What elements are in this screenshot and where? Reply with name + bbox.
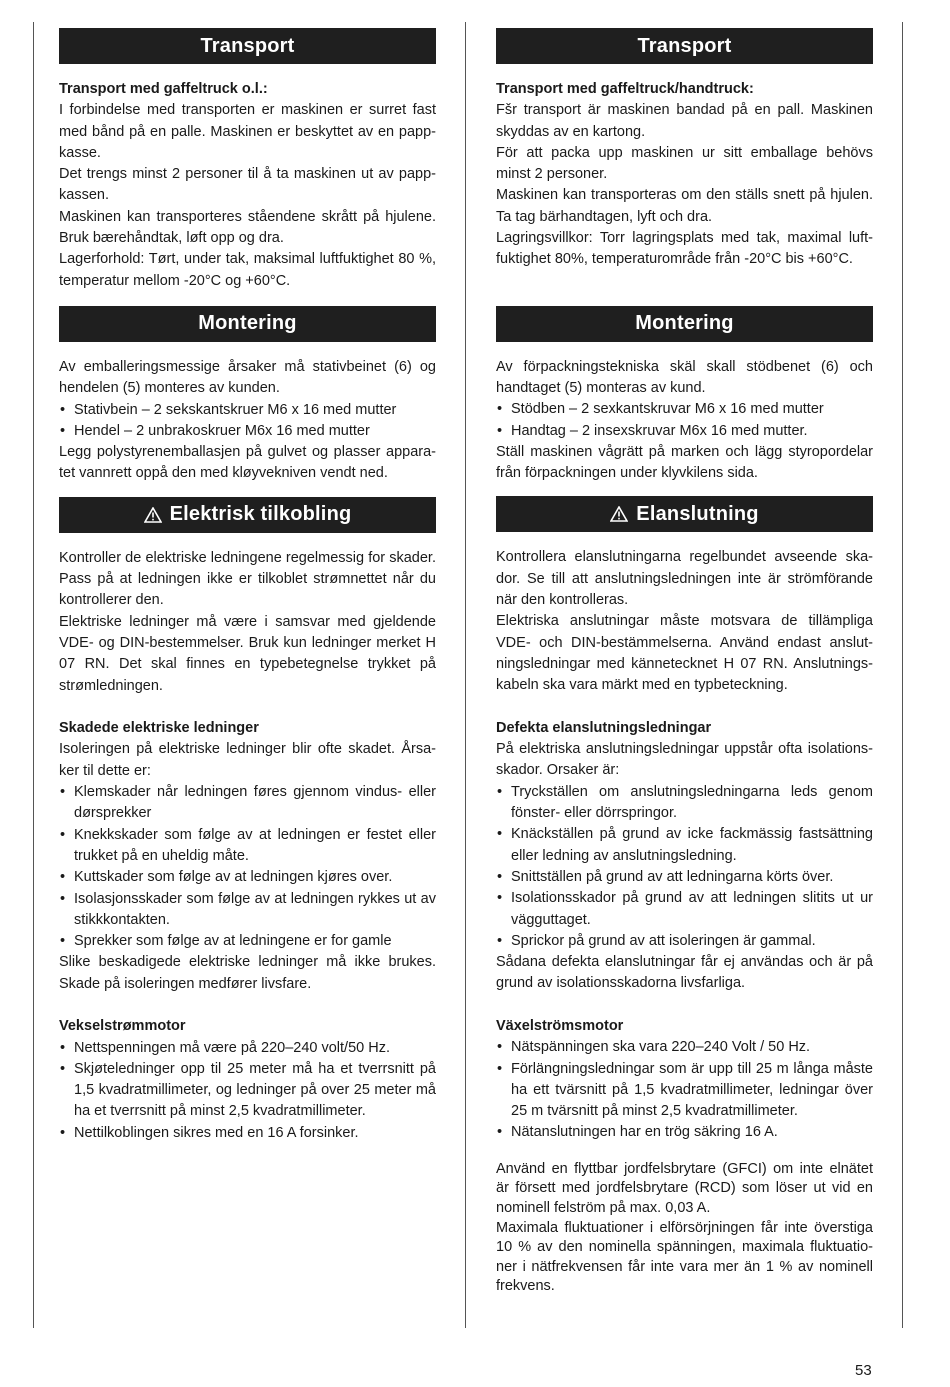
section-title: Montering: [198, 312, 297, 335]
list-item: • Nätanslutningen har en trög säkring 16 A.: [496, 1122, 873, 1143]
paragraph: Kontroller de elektriske ledningene regelmessig for skader. Pass på at ledningen ikke er tilkoblet strømnettet når du kontrollerer den.: [59, 549, 436, 609]
spacer: [496, 1144, 873, 1160]
right-margin-rule: [902, 22, 903, 1328]
list-item: • Klemskader når ledningen føres gjennom vindus- eller dørsprekker: [59, 782, 436, 825]
motor-title: Växelströmsmotor: [496, 1017, 624, 1034]
section-title: Elanslutning: [636, 502, 759, 525]
paragraph: För att packa upp maskinen ur sitt emballage behövs minst 2 personer.: [496, 144, 873, 183]
list-item: • Förlängningsledningar som är upp till 25 m långa måste ha ett tvärsnitt på 1,5 kvadratmillimeter, ledningar över 25 m tvärsnitt på minst 2,5 kvadratmillimeter.: [496, 1059, 873, 1123]
right-column: [496, 28, 873, 1297]
list-item: • Sprickor på grund av att isoleringen är gammal.: [496, 931, 873, 952]
list-item: • Tryckställen om anslutningsledningarna leds genom fönster- eller dörrspringor.: [496, 782, 873, 825]
spacer: [496, 697, 873, 718]
damaged-cables-title: Defekta elanslutningsledningar: [496, 719, 712, 736]
paragraph: I forbindelse med transporten er maskinen er surret fast med bånd på en palle. Maskinen er beskyttet av en papp-kasse.: [59, 102, 436, 161]
damaged-cables-title: Skadede elektriske ledninger: [59, 720, 259, 737]
paragraph: Slike beskadigede elektriske ledninger må ikke brukes. Skade på isoleringen medfører livsfare.: [59, 954, 436, 992]
transport-subtitle: Transport med gaffeltruck/handtruck:: [496, 81, 754, 97]
section-header-montering: [59, 306, 436, 342]
bullet-list: [59, 1038, 436, 1144]
warning-icon: [144, 507, 162, 523]
spacer: [59, 697, 436, 718]
paragraph: Elektriska anslutningar måste motsvara de tillämpliga VDE- och DIN-bestämmelserna. Använd endast anslut-ningsledningar med kännetecknet H 07 RN. Anslutnings-kabeln ska vara märkt med en typbeteckning.: [496, 613, 873, 694]
paragraph: Elektriske ledninger må være i samsvar med gjeldende VDE- og DIN-bestemmelser. Bruk kun ledninger merket H 07 RN. Det skal finnes en typebetegnelse trykket på strømledningen.: [59, 613, 436, 694]
paragraph: Använd en flyttbar jordfelsbrytare (GFCI) om inte elnätet är försett med jordfelsbrytare (RCD) som löser ut vid en nominell felström på max. 0,03 A.: [496, 1160, 873, 1216]
section-header-transport: [496, 28, 873, 64]
paragraph: Maskinen kan transporteras om den ställs snett på hjulen. Ta tag bärhandtagen, lyft och dra.: [496, 187, 873, 225]
center-divider-rule: [465, 22, 466, 1328]
list-item: • Isolationsskador på grund av att ledningen slitits ut ur vägguttaget.: [496, 888, 873, 931]
section-title: Elektrisk tilkobling: [169, 503, 352, 526]
montering-body: [496, 357, 873, 485]
list-item: • Knäckställen på grund av icke fackmässig fastsättning eller ledning av anslutningsledning.: [496, 824, 873, 867]
warning-icon: [610, 506, 628, 522]
list-item: • Sprekker som følge av at ledningene er for gamle: [59, 931, 436, 952]
bullet-list: [59, 782, 436, 952]
paragraph: Av förpackningstekniska skäl skall stödbenet (6) och handtaget (5) monteras av kund.: [496, 358, 873, 396]
paragraph: Det trengs minst 2 personer til å ta maskinen ut av papp-kassen.: [59, 166, 436, 204]
section-title: Transport: [637, 34, 732, 57]
bullet-list: [496, 399, 873, 442]
list-item: • Handtag – 2 insexskruvar M6x 16 med mutter.: [496, 421, 873, 442]
list-item: • Hendel – 2 unbrakoskruer M6x 16 med mutter: [59, 421, 436, 442]
paragraph: På elektriska anslutningsledningar uppstår ofta isolations-skador. Orsaker är:: [496, 741, 873, 779]
montering-body: [59, 357, 436, 485]
list-item: • Stativbein – 2 sekskantskruer M6 x 16 med mutter: [59, 400, 436, 421]
bullet-list: [496, 782, 873, 952]
paragraph: Maskinen kan transporteres ståendene skrått på hjulene. Bruk bærehåndtak, løft opp og dra.: [59, 208, 436, 247]
transport-body: [496, 79, 873, 271]
section-header-transport: [59, 28, 436, 64]
list-item: • Snittställen på grund av att ledningarna körts över.: [496, 867, 873, 888]
transport-subtitle: Transport med gaffeltruck o.l.:: [59, 81, 268, 97]
list-item: • Isolasjonsskader som følge av at ledningen rykkes ut av stikkkontakten.: [59, 889, 436, 932]
list-item: • Nettilkoblingen sikres med en 16 A forsinker.: [59, 1123, 436, 1144]
page-number: 53: [855, 1362, 872, 1379]
paragraph: Ställ maskinen vågrätt på marken och lägg styropordelar från förpackningen under klyvkilens sida.: [496, 443, 873, 482]
transport-body: [59, 79, 436, 292]
section-title: Montering: [635, 312, 734, 335]
spacer: [496, 995, 873, 1016]
bullet-list: [496, 1037, 873, 1143]
elektrisk-body: [59, 548, 436, 1144]
paragraph: Isoleringen på elektriske ledninger blir ofte skadet. Årsa-ker til dette er:: [59, 741, 436, 779]
paragraph: Av emballeringsmessige årsaker må stativbeinet (6) og hendelen (5) monteres av kunden.: [59, 358, 436, 397]
list-item: • Nettspenningen må være på 220–240 volt/50 Hz.: [59, 1038, 436, 1059]
paragraph: Lagringsvillkor: Torr lagringsplats med tak, maximal luft-fuktighet 80%, temperaturområde från -20°C bis +60°C.: [496, 230, 873, 268]
paragraph: Lagerforhold: Tørt, under tak, maksimal luftfuktighet 80 %, temperatur mellom -20°C og +60°C.: [59, 251, 436, 289]
paragraph: Sådana defekta elanslutningar får ej användas och är på grund av isolationsskadorna livsfarliga.: [496, 954, 873, 992]
paragraph: Legg polystyrenemballasjen på gulvet og plasser appara-tet vannrett oppå den med kløyvekniven vendt ned.: [59, 444, 436, 482]
left-margin-rule: [33, 22, 34, 1328]
bullet-list: [59, 400, 436, 443]
section-header-elektrisk: [59, 497, 436, 533]
list-item: • Knekkskader som følge av at ledningen er festet eller trukket på en uheldig måte.: [59, 825, 436, 868]
list-item: • Skjøteledninger opp til 25 meter må ha et tverrsnitt på 1,5 kvadratmillimeter, og ledninger på over 25 meter må ha et tverrsnitt på minst 2,5 kvadratmillimeter.: [59, 1059, 436, 1123]
motor-title: Vekselstrømmotor: [59, 1018, 186, 1035]
spacer: [59, 995, 436, 1016]
section-title: Transport: [200, 34, 295, 57]
section-header-montering: [496, 306, 873, 342]
paragraph: Maximala fluktuationer i elförsörjningen får inte överstiga 10 % av den nominella spänningen, maximala fluktuatio-ner i nätfrekvensen får inte vara mer än 1 % av nominell frekvens.: [496, 1219, 873, 1295]
elanslutning-body: [496, 547, 873, 1296]
paragraph: Fšr transport är maskinen bandad på en pall. Maskinen skyddas av en kartong.: [496, 102, 873, 140]
list-item: • Nätspänningen ska vara 220–240 Volt / 50 Hz.: [496, 1037, 873, 1058]
left-column: [59, 28, 436, 1144]
list-item: • Kuttskader som følge av at ledningen kjøres over.: [59, 867, 436, 888]
paragraph: Kontrollera elanslutningarna regelbundet avseende ska-dor. Se till att anslutningsledningen inte är strömförande när den kontrolleras.: [496, 549, 873, 609]
list-item: • Stödben – 2 sexkantskruvar M6 x 16 med mutter: [496, 399, 873, 420]
section-header-elanslutning: [496, 496, 873, 532]
